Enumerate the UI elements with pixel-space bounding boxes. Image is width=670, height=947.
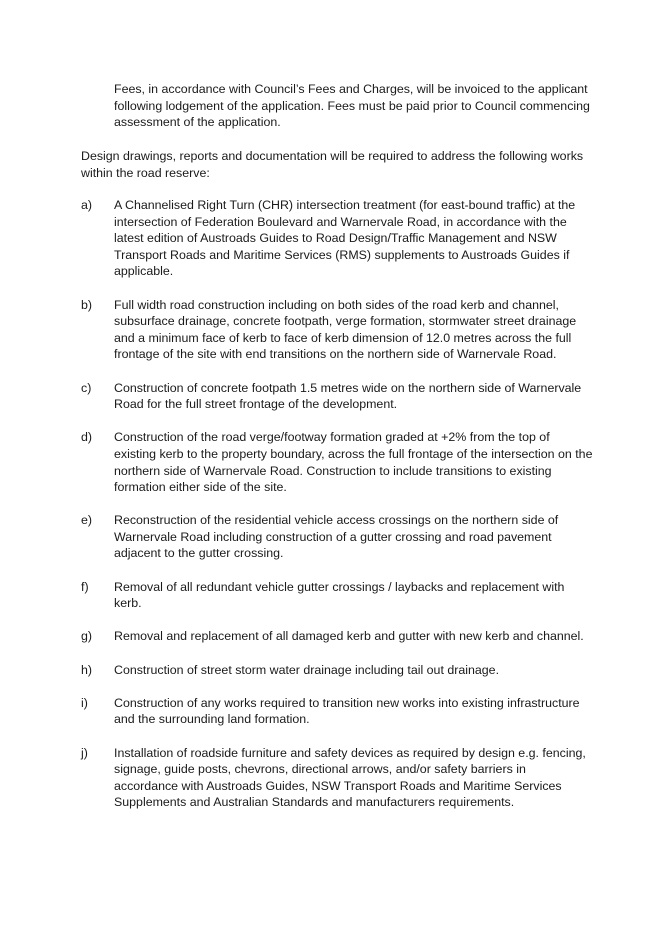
list-item — [81, 695, 593, 728]
list-item-marker: b) — [81, 297, 93, 312]
list-item-marker: h) — [81, 662, 93, 677]
list-item-marker: e) — [81, 513, 93, 528]
works-lead-paragraph: Design drawings, reports and documentation will be required to address the following works within the road reserve: — [81, 149, 584, 180]
fees-paragraph: Fees, in accordance with Council’s Fees and Charges, will be invoiced to the applicant following lodgement of the application. Fees must be paid prior to Council commencing assessment of the application. — [114, 82, 590, 130]
list-item — [81, 512, 593, 562]
list-item-marker: c) — [81, 380, 92, 395]
road-reserve-works-list — [81, 197, 593, 828]
list-item-text: A Channelised Right Turn (CHR) intersection treatment (for east-bound traffic) at the intersection of Federation Boulevard and Warnervale Road, in accordance with the latest edition of Austroads Guides to Road Design/Traffic Management and NSW Transport Roads and Maritime Services (RMS) supplements to Austroads Guides if applicable. — [114, 198, 576, 279]
list-item-marker: j) — [81, 745, 88, 760]
list-item-text: Construction of any works required to transition new works into existing infrastructure and the surrounding land formation. — [114, 695, 580, 727]
list-item-text: Reconstruction of the residential vehicle access crossings on the northern side of Warnervale Road including construction of a gutter crossing and road pavement adjacent to the gutter crossing. — [114, 513, 559, 561]
list-item — [81, 380, 593, 413]
list-item-marker: f) — [81, 579, 89, 594]
list-item-marker: a) — [81, 198, 93, 212]
list-item-marker: g) — [81, 629, 93, 644]
list-item — [81, 197, 593, 280]
list-item — [81, 429, 593, 495]
list-item-text: Removal and replacement of all damaged kerb and gutter with new kerb and channel. — [114, 629, 584, 644]
list-item-text: Construction of street storm water drainage including tail out drainage. — [114, 662, 500, 677]
list-item — [81, 297, 593, 363]
list-item-text: Full width road construction including on both sides of the road kerb and channel, subsurface drainage, concrete footpath, verge formation, stormwater street drainage and a minimum face of kerb to face of kerb dimension of 12.0 metres across the full frontage of the site with end transitions on the northern side of Warnervale Road. — [114, 297, 577, 362]
list-item-marker: d) — [81, 430, 93, 445]
list-item — [81, 662, 593, 679]
list-item-marker: i) — [81, 695, 88, 710]
list-item — [81, 745, 593, 811]
list-item-text: Construction of concrete footpath 1.5 metres wide on the northern side of Warnervale Road for the full street frontage of the development. — [114, 380, 582, 412]
list-item-text: Construction of the road verge/footway formation graded at +2% from the top of existing kerb to the property boundary, across the full frontage of the intersection on the northern side of Warnervale Road. Construction to include transitions to existing formation either side of the site. — [114, 430, 593, 495]
list-item-text: Removal of all redundant vehicle gutter crossings / laybacks and replacement with kerb. — [114, 579, 565, 611]
list-item — [81, 628, 593, 645]
list-item-text: Installation of roadside furniture and safety devices as required by design e.g. fencing, signage, guide posts, chevrons, directional arrows, and/or safety barriers in accordance with Austroads Guides, NSW Transport Roads and Maritime Services Supplements and Australian Standards and manufacturers requirements. — [114, 745, 586, 810]
list-item — [81, 579, 593, 612]
